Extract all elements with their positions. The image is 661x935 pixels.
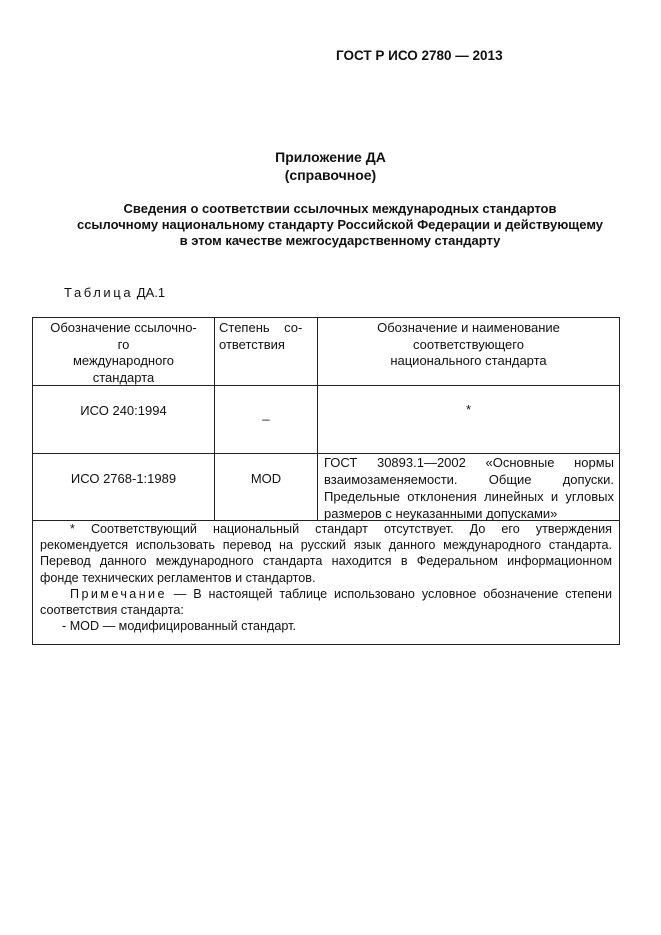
header-line: Обозначение ссылочно- xyxy=(50,320,197,335)
annex-heading-line: в этом качестве межгосударственному стандарту xyxy=(179,233,501,248)
note-text: — В настоящей таблице использовано условное обозначение степени соответствия стандарта: xyxy=(40,586,613,618)
note xyxy=(40,586,612,618)
table-notes xyxy=(40,521,612,634)
annex-heading-line: Сведения о соответствии ссылочных международных стандартов xyxy=(123,201,557,216)
header-line: Обозначение и наименование xyxy=(377,320,560,335)
header-line: международного xyxy=(72,353,175,368)
note-label: Примечание xyxy=(70,586,167,601)
header-international-standard xyxy=(33,320,214,386)
cell-degree: _ xyxy=(262,406,270,421)
annex-heading xyxy=(40,201,640,249)
table-label-prefix: Таблица xyxy=(64,285,134,300)
cell-degree: MOD xyxy=(250,471,282,486)
note-item: - MOD — модифицированный стандарт. xyxy=(62,619,296,634)
header-degree xyxy=(219,320,313,353)
cell-international: ИСО 240:1994 xyxy=(80,403,167,418)
annex-title: Приложение ДА xyxy=(275,149,386,165)
header-line: го xyxy=(117,336,130,352)
cell-national: * xyxy=(465,402,472,417)
header-line: Степень со- xyxy=(219,320,303,335)
header-line: соответствующего xyxy=(413,336,524,352)
footnote: * Соответствующий национальный стандарт отсутствует. До его утверждения рекомендуется использовать перевод на русский язык данного международного стандарта. Перевод данного международного стандарта находится в Федеральном информационном фонде технических регламентов и стандартов. xyxy=(40,522,612,585)
cell-national: ГОСТ 30893.1—2002 «Основные нормы взаимозаменяемости. Общие допуски. Предельные отклонения линейных и угловых размеров с неуказанными допусками» xyxy=(324,455,614,521)
header-line: ответствия xyxy=(219,336,285,352)
header-line: стандарта xyxy=(92,369,155,385)
cell-international: ИСО 2768-1:1989 xyxy=(70,471,177,486)
annex-subtitle: (справочное) xyxy=(284,167,377,183)
header-line: национального стандарта xyxy=(390,353,547,368)
table-label-number: ДА.1 xyxy=(136,285,166,300)
table-label xyxy=(64,285,165,300)
header-national-standard xyxy=(318,320,619,370)
annex-title-block xyxy=(0,148,661,184)
document-code: ГОСТ Р ИСО 2780 — 2013 xyxy=(336,48,503,63)
annex-heading-line: ссылочному национальному стандарту Российской Федерации и действующему xyxy=(76,217,604,232)
